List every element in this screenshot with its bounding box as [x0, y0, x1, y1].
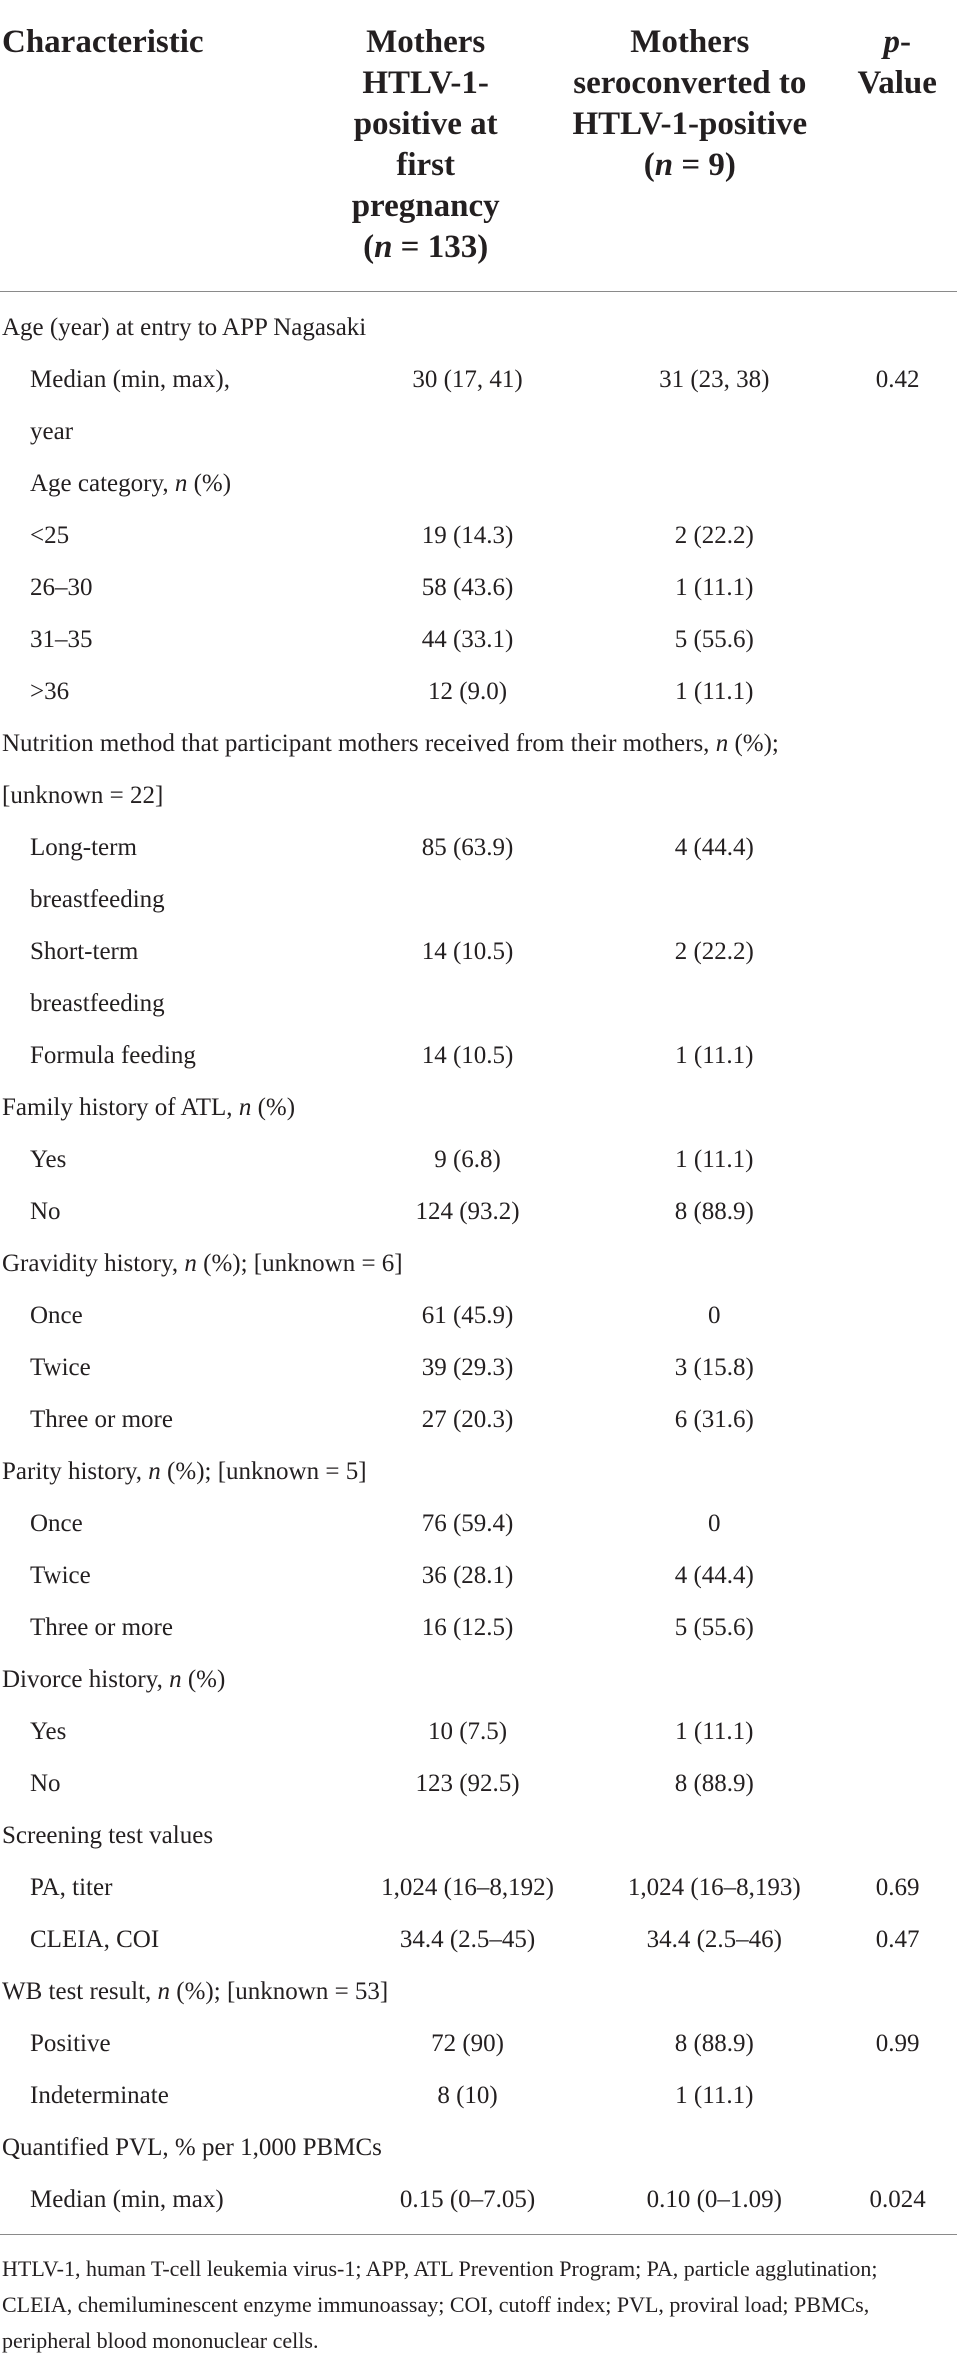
section-title: Age (year) at entry to APP Nagasaki [2, 314, 367, 341]
table-row: <25 19 (14.3) 2 (22.2) [30, 522, 754, 549]
table-row: Long-term breastfeeding 85 (63.9) 4 (44.4) [30, 834, 754, 913]
section-title: WB test result, n (%); [unknown = 53] [2, 1978, 389, 2005]
table-row: Short-term breastfeeding 14 (10.5) 2 (22.2) [30, 938, 754, 1017]
table-row: Yes 9 (6.8) 1 (11.1) [30, 1146, 754, 1173]
header-p-value: p- Value [857, 24, 937, 101]
table-footnote: HTLV-1, human T-cell leukemia virus-1; APP, ATL Prevention Program; PA, particle agglutination; CLEIA, chemiluminescent enzyme immunoassay; COI, cutoff index; PVL, proviral load; PBMCs, peripheral blood mononuclear cells. [2, 2256, 878, 2353]
header-col-seroconverted: Mothers seroconverted to HTLV-1-positive (n = 9) [572, 24, 808, 183]
table-row: Yes 10 (7.5) 1 (11.1) [30, 1718, 754, 1745]
table-body [0, 292, 957, 2226]
table-row: 31–35 44 (33.1) 5 (55.6) [30, 626, 754, 653]
table-row: Indeterminate 8 (10) 1 (11.1) [30, 2082, 754, 2109]
header-characteristic: Characteristic [2, 24, 204, 60]
section-title: Gravidity history, n (%); [unknown = 6] [2, 1250, 403, 1277]
table-row: 26–30 58 (43.6) 1 (11.1) [30, 574, 754, 601]
section-title: Divorce history, n (%) [2, 1666, 226, 1693]
table-header [0, 0, 957, 292]
table-row: >36 12 (9.0) 1 (11.1) [30, 678, 754, 705]
table-row: Age category, n (%) [30, 470, 232, 497]
table-row: Once 61 (45.9) 0 [30, 1302, 721, 1329]
table-row: CLEIA, COI 34.4 (2.5–45) 34.4 (2.5–46) 0.47 [30, 1926, 920, 1953]
table-row: Once 76 (59.4) 0 [30, 1510, 721, 1537]
table-row: Median (min, max), year 30 (17, 41) 31 (23, 38) 0.42 [30, 366, 920, 445]
table-row: Twice 36 (28.1) 4 (44.4) [30, 1562, 754, 1589]
section-title: Family history of ATL, n (%) [2, 1094, 296, 1121]
table-row: Positive 72 (90) 8 (88.9) 0.99 [30, 2030, 920, 2057]
table-row: Twice 39 (29.3) 3 (15.8) [30, 1354, 754, 1381]
header-col-first-pregnancy: Mothers HTLV-1- positive at first pregnancy (n = 133) [351, 24, 500, 265]
section-title: Parity history, n (%); [unknown = 5] [2, 1458, 367, 1485]
table-row: No 123 (92.5) 8 (88.9) [30, 1770, 754, 1797]
table-row: Formula feeding 14 (10.5) 1 (11.1) [30, 1042, 754, 1069]
section-title: Quantified PVL, % per 1,000 PBMCs [2, 2134, 382, 2161]
table-row: Median (min, max) 0.15 (0–7.05) 0.10 (0–1.09) 0.024 [30, 2186, 926, 2213]
section-title: Nutrition method that participant mothers received from their mothers, n (%); [2, 730, 779, 757]
table-row: No 124 (93.2) 8 (88.9) [30, 1198, 754, 1225]
section-title: Screening test values [2, 1822, 214, 1849]
table-row: Three or more 27 (20.3) 6 (31.6) [30, 1406, 754, 1433]
table-row: PA, titer 1,024 (16–8,192) 1,024 (16–8,193) 0.69 [30, 1874, 920, 1901]
section-title-continued: [unknown = 22] [2, 782, 164, 809]
table-row: Three or more 16 (12.5) 5 (55.6) [30, 1614, 754, 1641]
